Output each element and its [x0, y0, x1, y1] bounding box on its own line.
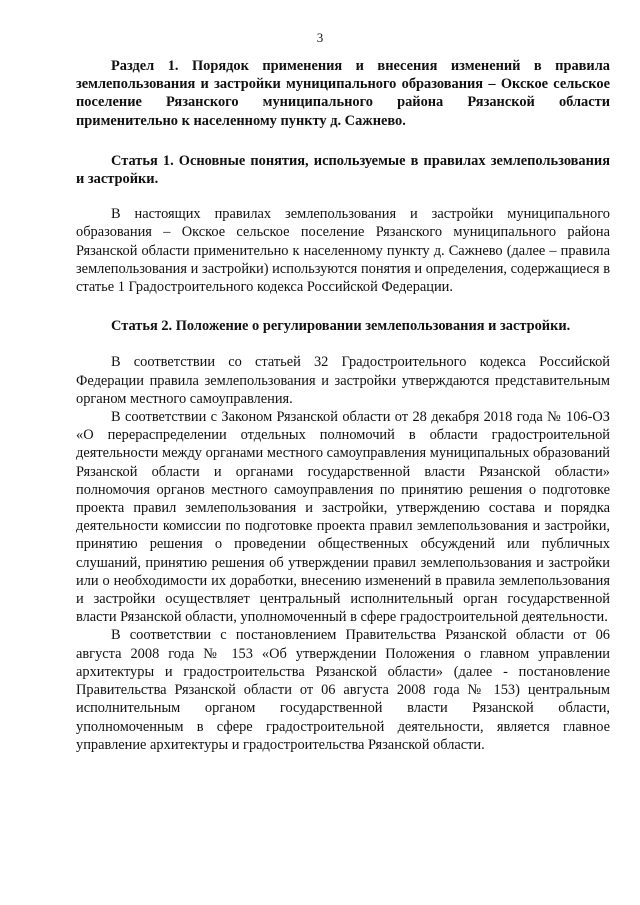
article-1-title: Статья 1. Основные понятия, используемые в правилах землепользования и застройки.	[76, 152, 610, 188]
page-number: 3	[316, 30, 324, 45]
article-2-paragraph-3: В соответствии с постановлением Правительства Рязанской области от 06 августа 2008 года № 153 «Об утверждении Положения о главном управлении архитектуры и градостроительства Рязанской области» (далее - постановление Правительства Рязанской области от 06 августа 2008 года № 153) центральным исполнительным органом государственной власти Рязанской области, уполномоченным в сфере градостроительной деятельности, является главное управление архитектуры и градостроительства Рязанской области.	[76, 627, 610, 753]
article-2-paragraph-1: В соответствии со статьей 32 Градостроительного кодекса Российской Федерации правила землепользования и застройки утверждаются представительным органом местного самоуправления.	[76, 354, 610, 407]
section-title: Раздел 1. Порядок применения и внесения изменений в правила землепользования и застройки муниципального образования – Окское сельское поселение Рязанского муниципального района Рязанской области применительно к населенному пункту д. Сажнево.	[76, 58, 610, 129]
article-1-paragraph: В настоящих правилах землепользования и застройки муниципального образования – Окское сельское поселение Рязанского муниципального района Рязанской области применительно к населенному пункту д. Сажнево (далее – правила землепользования и застройки) используются понятия и определения, содержащиеся в статье 1 Градостроительного кодекса Российской Федерации.	[76, 206, 610, 296]
article-2-paragraph-2: В соответствии с Законом Рязанской области от 28 декабря 2018 года № 106-ОЗ «О перераспределении отдельных полномочий в области градостроительной деятельности между органами местного самоуправления муниципальных образований Рязанской области и органами государственной власти Рязанской области» полномочия органов местного самоуправления по принятию решения о подготовке проекта правил землепользования и застройки, утверждению состава и порядка деятельности комиссии по подготовке проекта правил землепользования и застройки, принятию решения о проведении общественных обсуждений или публичных слушаний, принятию решения об утверждении правил землепользования и застройки или о необходимости их доработки, внесению изменений в правила землепользования и застройки осуществляет центральный исполнительный орган государственной власти Рязанской области, уполномоченный в сфере градостроительной деятельности.	[76, 409, 610, 626]
article-2-title: Статья 2. Положение о регулировании землепользования и застройки.	[111, 318, 571, 335]
page-content	[76, 57, 610, 754]
article-2-body	[76, 353, 610, 753]
